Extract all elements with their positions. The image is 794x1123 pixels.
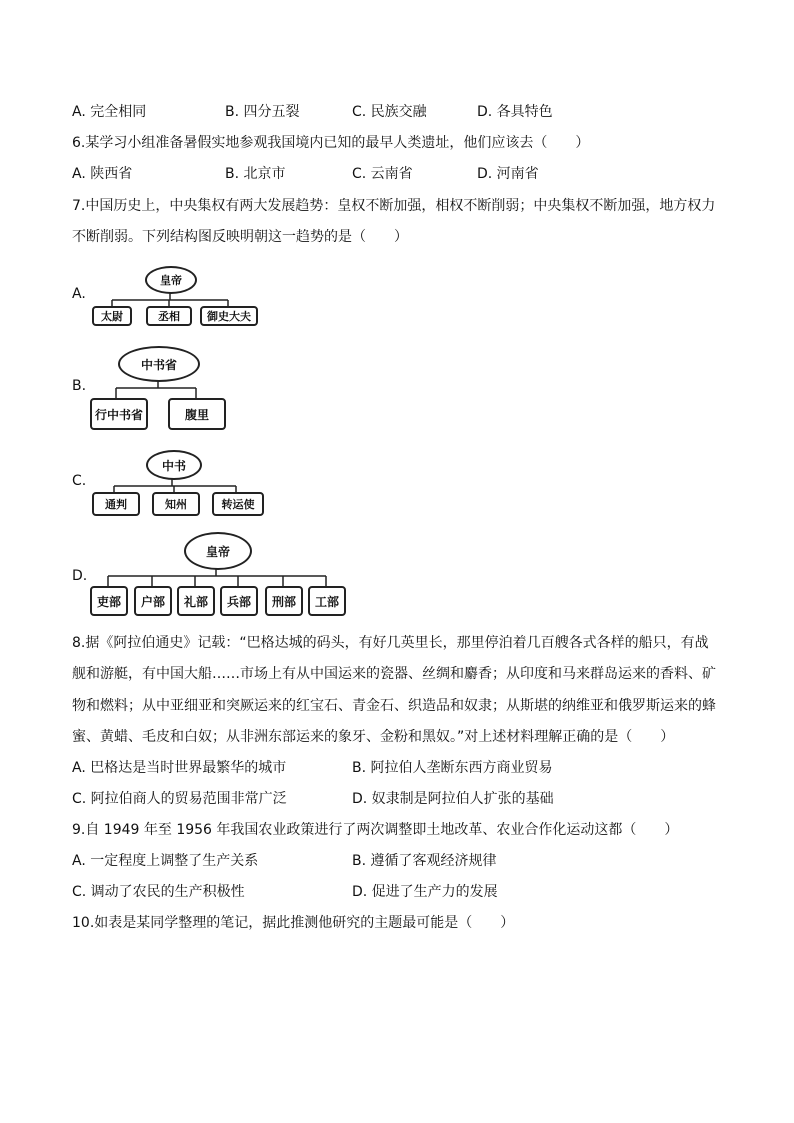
q7-diagram-b <box>90 344 230 430</box>
q7-diagram-a-child-1: 太尉 <box>92 306 132 326</box>
q9-option-b: B. 遵循了客观经济规律 <box>352 853 497 869</box>
q7-diagram-b-child-2: 腹里 <box>168 398 226 430</box>
q7-diagram-d-child-2: 户部 <box>134 586 172 616</box>
q5-option-c: C. 民族交融 <box>352 104 427 120</box>
q7-stem-line2: 不断削弱。下列结构图反映明朝这一趋势的是（ ） <box>72 229 408 245</box>
q7-diagram-a-letter: A. <box>72 286 86 302</box>
q7-diagram-a-child-2: 丞相 <box>146 306 192 326</box>
q8-option-a: A. 巴格达是当时世界最繁华的城市 <box>72 760 287 776</box>
q5-option-b: B. 四分五裂 <box>225 104 300 120</box>
q7-diagram-c-child-3: 转运使 <box>212 492 264 516</box>
q9-option-d: D. 促进了生产力的发展 <box>352 884 498 900</box>
q7-diagram-d-child-5: 刑部 <box>265 586 303 616</box>
q7-diagram-a-child-3: 御史大夫 <box>200 306 258 326</box>
q8-option-c: C. 阿拉伯商人的贸易范围非常广泛 <box>72 791 287 807</box>
q7-diagram-b-child-1: 行中书省 <box>90 398 148 430</box>
q7-diagram-a <box>90 262 260 324</box>
q6-option-b: B. 北京市 <box>225 166 286 182</box>
q7-diagram-a-top-node: 皇帝 <box>145 266 197 294</box>
q9-stem: 9.自 1949 年至 1956 年我国农业政策进行了两次调整即土地改革、农业合作化运动这都（ ） <box>72 822 679 838</box>
q6-option-c: C. 云南省 <box>352 166 413 182</box>
q7-diagram-c-top-node: 中书 <box>146 450 202 480</box>
q9-option-a: A. 一定程度上调整了生产关系 <box>72 853 259 869</box>
q7-diagram-d-child-6: 工部 <box>308 586 346 616</box>
q7-diagram-b-letter: B. <box>72 378 87 394</box>
q6-option-d: D. 河南省 <box>477 166 539 182</box>
q6-stem: 6.某学习小组准备暑假实地参观我国境内已知的最早人类遗址，他们应该去（ ） <box>72 135 590 151</box>
q8-stem-line4: 蜜、黄蜡、毛皮和白奴；从非洲东部运来的象牙、金粉和黑奴。”对上述材料理解正确的是（ ） <box>72 729 675 745</box>
q8-stem-line2: 舰和游艇，有中国大船……市场上有从中国运来的瓷器、丝绸和麝香；从印度和马来群岛运来的香料、矿 <box>72 666 716 682</box>
q8-stem-line1: 8.据《阿拉伯通史》记载：“巴格达城的码头，有好几英里长，那里停泊着几百艘各式各样的船只，有战 <box>72 635 709 651</box>
q7-diagram-d-child-1: 吏部 <box>90 586 128 616</box>
q7-diagram-d-child-3: 礼部 <box>177 586 215 616</box>
q7-diagram-c-child-2: 知州 <box>152 492 200 516</box>
q7-diagram-c <box>90 446 262 516</box>
q7-diagram-d-child-4: 兵部 <box>220 586 258 616</box>
q7-diagram-c-child-1: 通判 <box>92 492 140 516</box>
q7-diagram-d-top-node: 皇帝 <box>184 532 252 570</box>
q7-diagram-b-top-node: 中书省 <box>118 346 200 382</box>
q5-option-d: D. 各具特色 <box>477 104 553 120</box>
q5-option-a: A. 完全相同 <box>72 104 147 120</box>
q6-option-a: A. 陕西省 <box>72 166 133 182</box>
q7-stem-line1: 7.中国历史上，中央集权有两大发展趋势：皇权不断加强，相权不断削弱；中央集权不断加强，地方权力 <box>72 198 716 214</box>
q8-option-d: D. 奴隶制是阿拉伯人扩张的基础 <box>352 791 554 807</box>
q8-stem-line3: 物和燃料；从中亚细亚和突厥运来的红宝石、青金石、织造品和奴隶；从斯堪的纳维亚和俄罗斯运来的蜂 <box>72 698 716 714</box>
q7-diagram-d-letter: D. <box>72 568 88 584</box>
q10-stem: 10.如表是某同学整理的笔记，据此推测他研究的主题最可能是（ ） <box>72 915 515 931</box>
q8-option-b: B. 阿拉伯人垄断东西方商业贸易 <box>352 760 553 776</box>
q7-diagram-c-letter: C. <box>72 473 87 489</box>
q7-diagram-d <box>88 530 350 618</box>
q9-option-c: C. 调动了农民的生产积极性 <box>72 884 245 900</box>
